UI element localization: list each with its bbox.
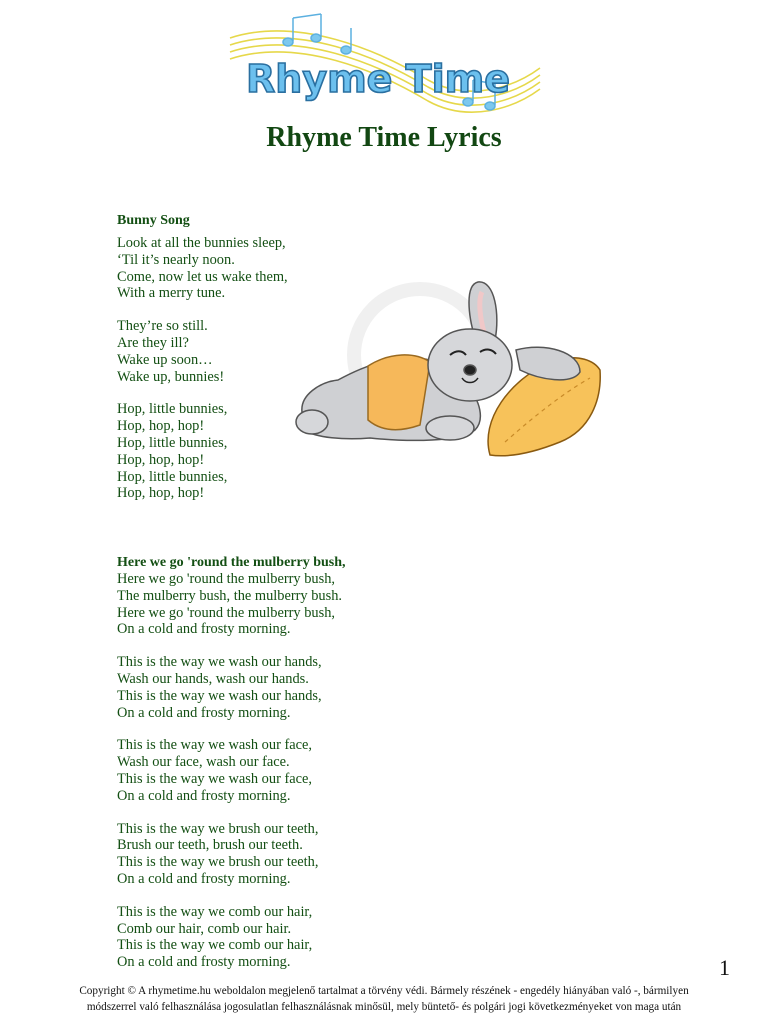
lyric-line: This is the way we wash our hands, bbox=[117, 687, 322, 704]
rhyme-time-logo bbox=[228, 10, 546, 128]
lyric-line: This is the way we brush our teeth, bbox=[117, 854, 319, 871]
stanza bbox=[117, 571, 477, 638]
lyric-line: Hop, hop, hop! bbox=[117, 485, 205, 502]
lyric-line: Come, now let us wake them, bbox=[117, 268, 288, 285]
lyric-line: They’re so still. bbox=[117, 318, 208, 335]
lyric-line: Brush our teeth, brush our teeth. bbox=[117, 837, 303, 854]
lyric-line: On a cold and frosty morning. bbox=[117, 621, 291, 638]
lyric-line: This is the way we comb our hair, bbox=[117, 903, 313, 920]
lyric-line: Here we go 'round the mulberry bush, bbox=[117, 604, 335, 621]
lyric-line: The mulberry bush, the mulberry bush. bbox=[117, 587, 343, 604]
footer-line: módszerrel való felhasználása jogosulatlan felhasználásnak minősül, mely büntető- és polgári jogi következményeket von maga után bbox=[86, 1001, 682, 1013]
lyric-line: Hop, little bunnies, bbox=[117, 401, 228, 418]
lyric-line: Wake up soon… bbox=[117, 351, 213, 368]
lyric-line: Hop, little bunnies, bbox=[117, 434, 228, 451]
lyric-line: On a cold and frosty morning. bbox=[117, 787, 291, 804]
lyric-line: Here we go 'round the mulberry bush, bbox=[117, 571, 335, 587]
stanza bbox=[117, 821, 477, 888]
lyric-line: Are they ill? bbox=[117, 334, 189, 351]
logo-word-rhyme: Rhyme Time bbox=[246, 57, 510, 101]
lyric-line: Hop, little bunnies, bbox=[117, 468, 228, 485]
lyric-line: This is the way we wash our hands, bbox=[117, 654, 322, 671]
copyright-footer bbox=[0, 983, 768, 1015]
stanza bbox=[117, 904, 477, 971]
lyric-line: With a merry tune. bbox=[117, 285, 226, 302]
lyric-line: Wash our hands, wash our hands. bbox=[117, 670, 309, 687]
song-title: Bunny Song bbox=[117, 213, 190, 228]
stanza bbox=[117, 654, 477, 721]
footer-line: Copyright © A rhymetime.hu weboldalon megjelenő tartalmat a törvény védi. Bármely részének - engedély hiányában való -, bármilyen bbox=[79, 985, 689, 997]
lyric-line: This is the way we comb our hair, bbox=[117, 937, 313, 954]
lyric-line: This is the way we brush our teeth, bbox=[117, 820, 319, 837]
stanza bbox=[117, 737, 477, 804]
lyric-line: Hop, hop, hop! bbox=[117, 418, 205, 435]
page-title: Rhyme Time Lyrics bbox=[266, 122, 502, 153]
lyric-line: This is the way we wash our face, bbox=[117, 737, 313, 754]
page-number: 1 bbox=[719, 955, 730, 980]
lyric-line: Look at all the bunnies sleep, bbox=[117, 235, 286, 251]
lyric-line: Wake up, bunnies! bbox=[117, 368, 225, 385]
lyric-line: This is the way we wash our face, bbox=[117, 770, 313, 787]
lyric-line: On a cold and frosty morning. bbox=[117, 954, 291, 971]
lyric-line: Hop, hop, hop! bbox=[117, 451, 205, 468]
lyric-line: Wash our face, wash our face. bbox=[117, 754, 290, 771]
sleeping-bunny-illustration bbox=[290, 270, 610, 465]
mulberry-bush-song bbox=[117, 554, 477, 971]
song-title: Here we go 'round the mulberry bush, bbox=[117, 555, 346, 570]
lyric-line: On a cold and frosty morning. bbox=[117, 704, 291, 721]
lyric-line: ‘Til it’s nearly noon. bbox=[117, 251, 235, 268]
lyric-line: Comb our hair, comb our hair. bbox=[117, 920, 292, 937]
lyric-line: On a cold and frosty morning. bbox=[117, 870, 291, 887]
